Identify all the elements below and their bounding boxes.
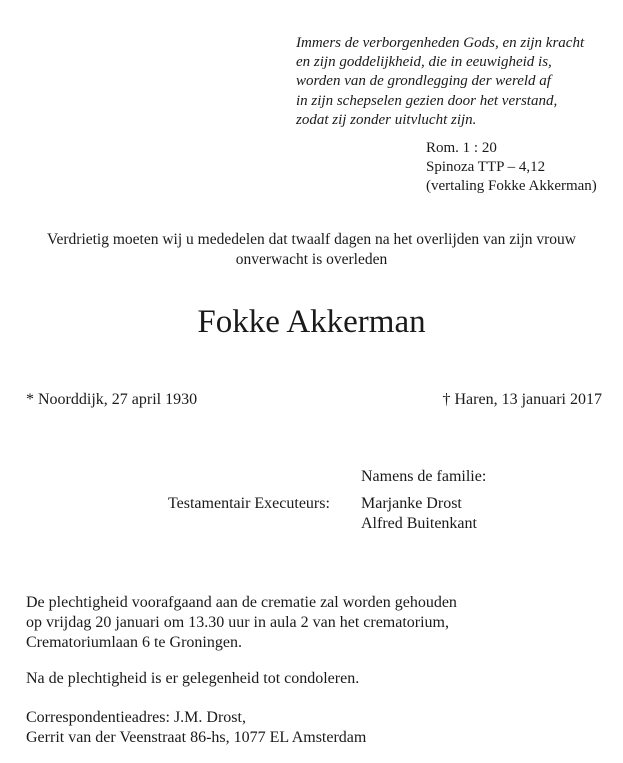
- death-info: † Haren, 13 januari 2017: [442, 391, 602, 408]
- intro-line: Verdrietig moeten wij u mededelen dat twaalf dagen na het overlijden van zijn vrouw: [47, 231, 576, 248]
- executor-name: Marjanke Drost: [361, 495, 462, 512]
- quote-line: worden van de grondlegging der wereld af: [296, 73, 551, 90]
- address-line: Gerrit van der Veenstraat 86-hs, 1077 EL Amsterdam: [26, 729, 367, 746]
- announcement-intro: [0, 230, 623, 270]
- quote-line: en zijn goddelijkheid, die in eeuwigheid is,: [296, 54, 552, 71]
- executor-name: Alfred Buitenkant: [361, 515, 477, 532]
- source-line: Rom. 1 : 20: [426, 140, 497, 156]
- quote-line: Immers de verborgenheden Gods, en zijn kracht: [296, 35, 585, 51]
- family-label: Namens de familie:: [361, 468, 487, 485]
- intro-line: onverwacht is overleden: [235, 251, 388, 268]
- correspondence-address: [26, 708, 366, 748]
- source-line: (vertaling Fokke Akkerman): [426, 178, 597, 194]
- address-line: Correspondentieadres: J.M. Drost,: [26, 709, 246, 726]
- deceased-name: Fokke Akkerman: [197, 304, 426, 340]
- source-line: Spinoza TTP – 4,12: [426, 159, 546, 175]
- birth-info: * Noorddijk, 27 april 1930: [26, 391, 198, 408]
- quote-line: zodat zij zonder uitvlucht zijn.: [296, 111, 477, 128]
- condolence-note: Na de plechtigheid is er gelegenheid tot condoleren.: [26, 670, 360, 687]
- ceremony-line: De plechtigheid voorafgaand aan de crematie zal worden gehouden: [26, 594, 457, 611]
- bible-quote: [296, 34, 584, 130]
- ceremony-details: [26, 593, 457, 653]
- ceremony-line: op vrijdag 20 januari om 13.30 uur in aula 2 van het crematorium,: [26, 614, 449, 631]
- quote-line: in zijn schepselen gezien door het verstand,: [296, 92, 558, 109]
- ceremony-line: Crematoriumlaan 6 te Groningen.: [26, 634, 242, 651]
- executor-names: [361, 494, 477, 534]
- executors-label: Testamentair Executeurs:: [168, 495, 330, 512]
- quote-source: [426, 139, 597, 196]
